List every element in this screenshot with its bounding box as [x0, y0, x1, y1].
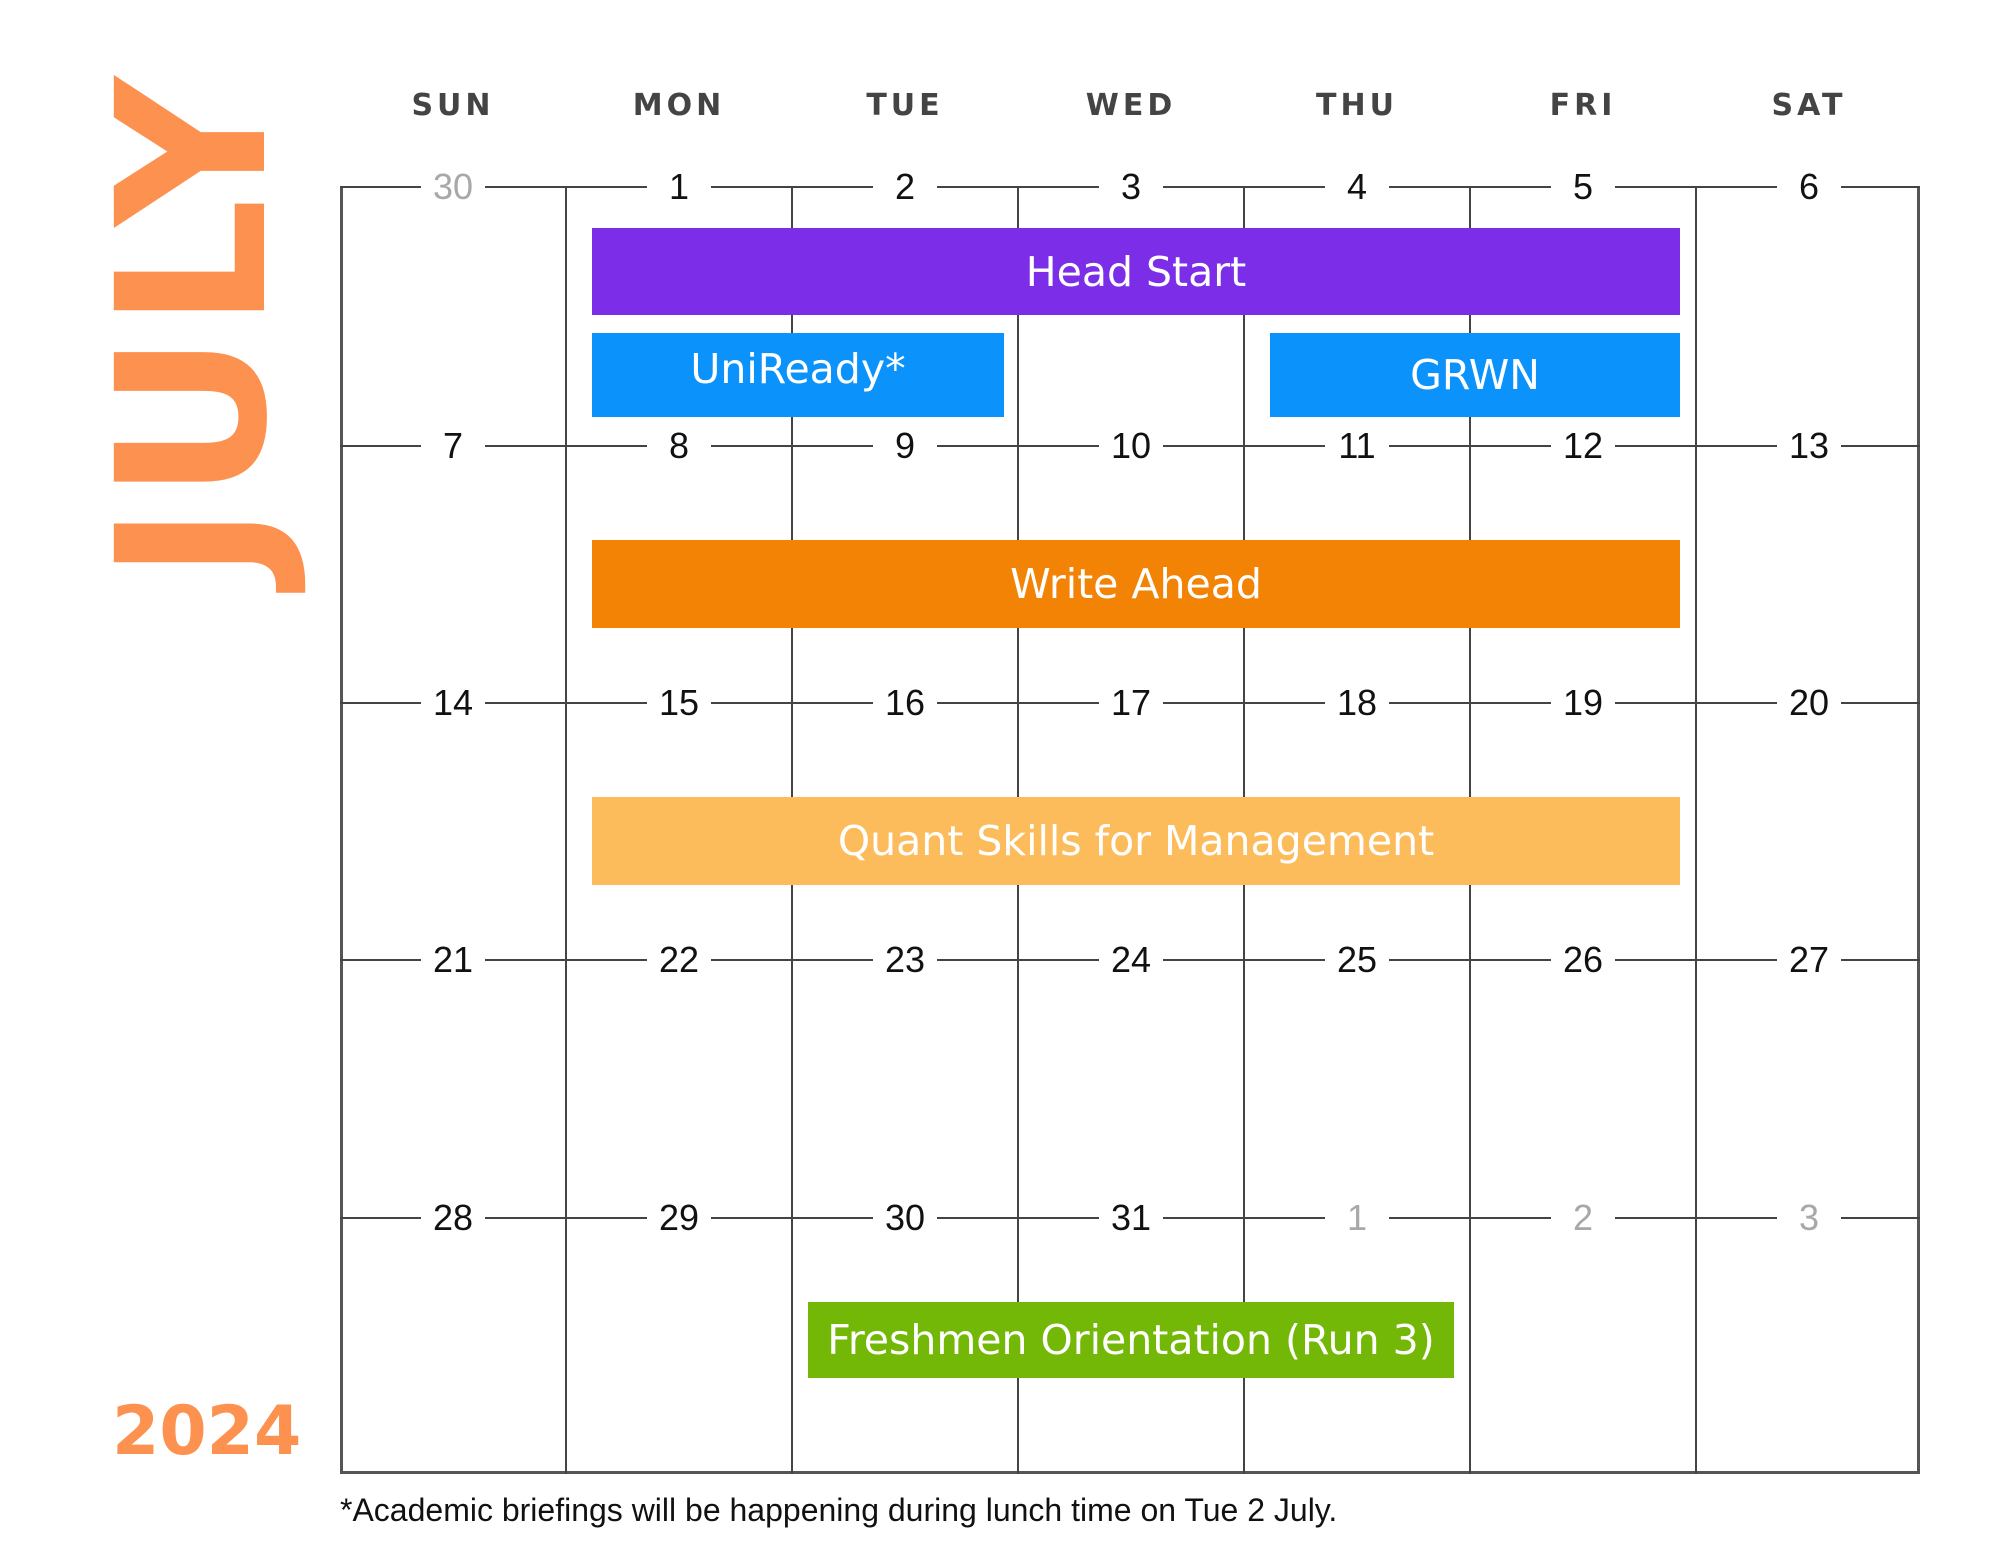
date-cell[interactable]: 26 — [1551, 938, 1615, 982]
date-cell[interactable]: 8 — [647, 424, 711, 468]
weekday-wed: WED — [1085, 88, 1177, 123]
date-cell[interactable]: 7 — [421, 424, 485, 468]
date-cell[interactable]: 12 — [1551, 424, 1615, 468]
weekday-thu: THU — [1316, 88, 1398, 123]
date-cell[interactable]: 13 — [1777, 424, 1841, 468]
footnote: *Academic briefings will be happening during lunch time on Tue 2 July. — [340, 1492, 1338, 1528]
date-cell[interactable]: 1 — [647, 165, 711, 209]
grid-vertical-line — [565, 187, 567, 1474]
date-cell[interactable]: 30 — [873, 1196, 937, 1240]
date-cell[interactable]: 27 — [1777, 938, 1841, 982]
date-cell[interactable]: 2 — [873, 165, 937, 209]
month-title-text: JULY — [72, 72, 313, 582]
event-write-ahead[interactable]: Write Ahead — [592, 540, 1680, 628]
event-quant-skills[interactable]: Quant Skills for Management — [592, 797, 1680, 885]
date-cell[interactable]: 15 — [647, 681, 711, 725]
date-cell[interactable]: 3 — [1099, 165, 1163, 209]
date-cell[interactable]: 6 — [1777, 165, 1841, 209]
year-title: 2024 — [112, 1392, 302, 1471]
date-cell[interactable]: 1 — [1325, 1196, 1389, 1240]
date-cell[interactable]: 16 — [873, 681, 937, 725]
date-cell[interactable]: 11 — [1325, 424, 1389, 468]
event-freshmen-orientation[interactable]: Freshmen Orientation (Run 3) — [808, 1302, 1454, 1378]
date-cell[interactable]: 18 — [1325, 681, 1389, 725]
event-grwn[interactable]: GRWN — [1270, 333, 1680, 417]
date-cell[interactable]: 25 — [1325, 938, 1389, 982]
grid-vertical-line — [1695, 187, 1697, 1474]
weekday-mon: MON — [632, 88, 726, 123]
date-cell[interactable]: 23 — [873, 938, 937, 982]
date-cell[interactable]: 2 — [1551, 1196, 1615, 1240]
date-cell[interactable]: 10 — [1099, 424, 1163, 468]
date-cell[interactable]: 29 — [647, 1196, 711, 1240]
date-cell[interactable]: 14 — [421, 681, 485, 725]
date-cell[interactable]: 9 — [873, 424, 937, 468]
date-cell[interactable]: 22 — [647, 938, 711, 982]
date-cell[interactable]: 20 — [1777, 681, 1841, 725]
weekday-sun: SUN — [411, 88, 495, 123]
date-cell[interactable]: 5 — [1551, 165, 1615, 209]
date-cell[interactable]: 21 — [421, 938, 485, 982]
date-cell[interactable]: 19 — [1551, 681, 1615, 725]
date-cell[interactable]: 28 — [421, 1196, 485, 1240]
month-title — [72, 72, 313, 582]
weekday-fri: FRI — [1549, 88, 1617, 123]
date-cell[interactable]: 24 — [1099, 938, 1163, 982]
date-cell[interactable]: 30 — [421, 165, 485, 209]
date-cell[interactable]: 31 — [1099, 1196, 1163, 1240]
event-head-start[interactable]: Head Start — [592, 228, 1680, 315]
event-uniready[interactable]: UniReady* — [592, 333, 1004, 417]
date-cell[interactable]: 3 — [1777, 1196, 1841, 1240]
date-cell[interactable]: 17 — [1099, 681, 1163, 725]
weekday-tue: TUE — [866, 88, 944, 123]
weekday-sat: SAT — [1771, 88, 1847, 123]
date-cell[interactable]: 4 — [1325, 165, 1389, 209]
